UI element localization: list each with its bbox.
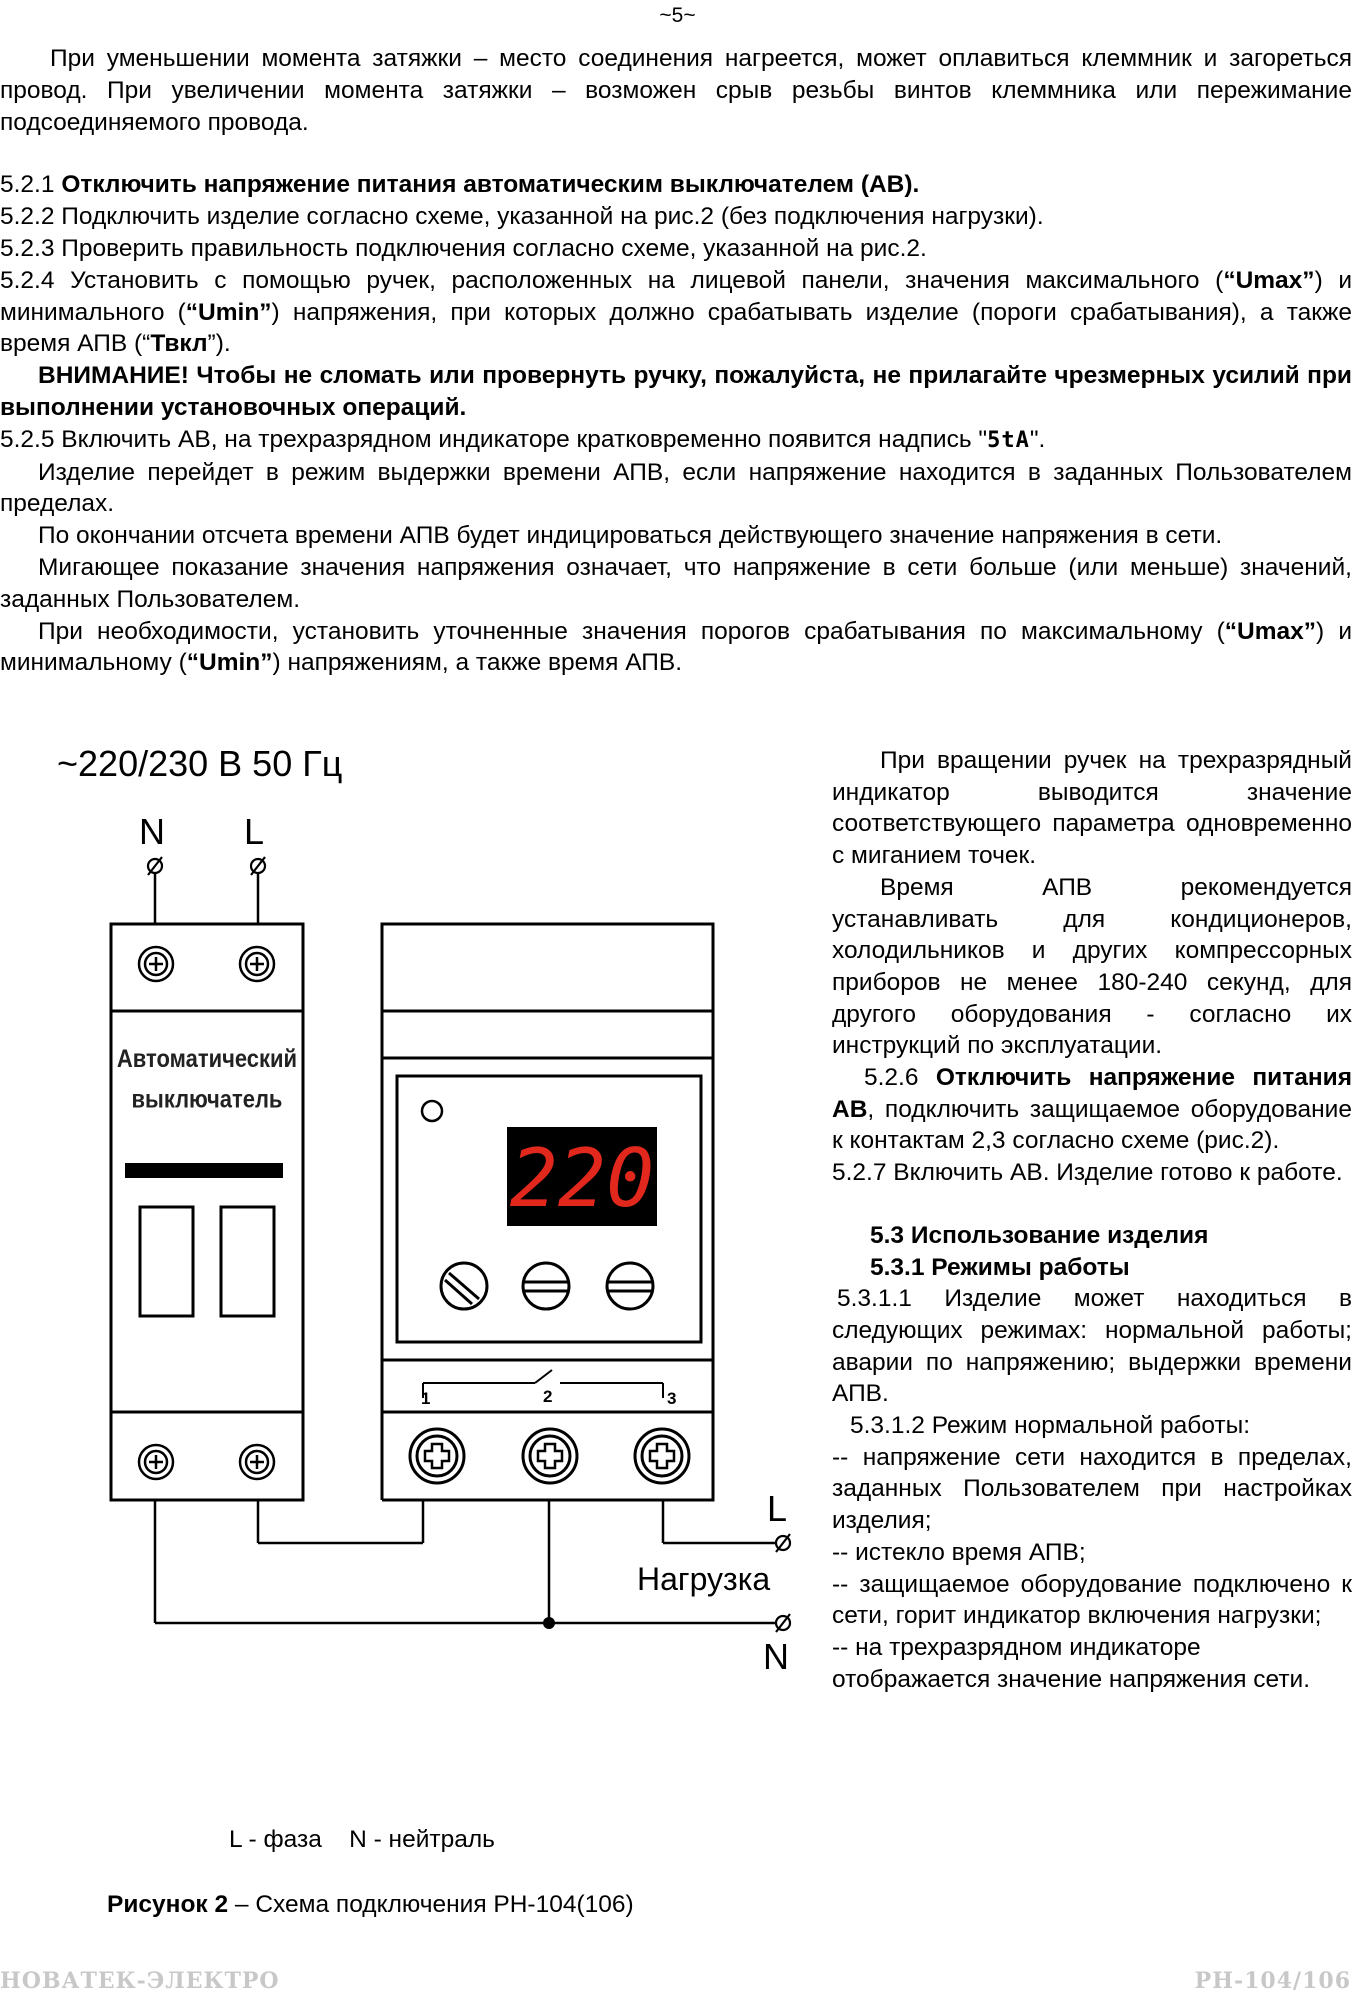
- instructions-text: [0, 43, 1352, 679]
- paragraph-mode: Изделие перейдет в режим выдержки времени АПВ, если напряжение находится в заданных Пользователем пределах.: [0, 458, 1352, 518]
- diagram-legend: L - фаза N - нейтраль: [229, 1826, 495, 1853]
- step-bold-text: Отключить напряжение питания автоматическим выключателем (АВ).: [61, 171, 920, 199]
- list-item: -- защищаемое оборудование подключено к сети, горит индикатор включения нагрузки;: [832, 1570, 1352, 1630]
- breaker-label-1: Автоматический: [116, 1045, 298, 1074]
- text-fragment: ”).: [207, 330, 231, 358]
- step-5-2-4: [0, 265, 1352, 360]
- terminal-symbol-l-top: [251, 857, 265, 875]
- text-fragment: , подключить защищаемое оборудование к контактам 2,3 согласно схеме (рис.2).: [832, 1095, 1352, 1155]
- paragraph-end: По окончании отсчета времени АПВ будет индицироваться действующего значение напряжения в сети.: [38, 522, 1223, 550]
- text-fragment: ) и минимального (: [0, 266, 1352, 326]
- list-item: -- на трехразрядном индикаторе отображается значение напряжения сети.: [832, 1633, 1311, 1693]
- paragraph-blink: Мигающее показание значения напряжения означает, что напряжение в сети больше (или меньше) значений, заданных Пользователем.: [0, 553, 1352, 613]
- step-5-2-6: [832, 1062, 1352, 1157]
- right-column-text: [832, 745, 1352, 1695]
- text-fragment: 5.2.5 Включить АВ, на трехразрядном индикаторе кратковременно появится надпись ": [0, 425, 988, 453]
- footer-company: НОВАТЕК-ЭЛЕКТРО: [0, 1968, 280, 1994]
- wiring-diagram: [0, 730, 820, 1960]
- paragraph-tightening: При уменьшении момента затяжки – место соединения нагреется, может оплавиться клеммник и загореться провод. При увеличении момента затяжки – возможен срыв резьбы винтов клеммника или пережимание подсоединяемого провода.: [0, 45, 1352, 136]
- paragraph-rotation: При вращении ручек на трехразрядный индикатор выводится значение соответствующего параметра одновременно с миганием точек.: [832, 747, 1352, 870]
- adjustment-knobs: [441, 1263, 653, 1309]
- text-fragment: 5.2.4 Установить с помощью ручек, расположенных на лицевой панели, значения максимального (: [0, 266, 1224, 294]
- l-top-label: L: [244, 811, 265, 852]
- umin-label: “Umin”: [186, 649, 273, 677]
- caption-label: Рисунок 2: [107, 1891, 229, 1918]
- paragraph-5-3-1-2: 5.3.1.2 Режим нормальной работы:: [850, 1412, 1251, 1440]
- relay-terminals: [410, 1429, 689, 1483]
- breaker-screws: [139, 947, 274, 1479]
- terminal-2-label: 2: [543, 1387, 553, 1406]
- step-5-2-3: 5.2.3 Проверить правильность подключения согласно схеме, указанной на рис.2.: [0, 234, 927, 262]
- step-bold-text: Отключить напряжение питания АВ: [832, 1064, 1352, 1123]
- footer-model: РН-104/106: [1194, 1968, 1351, 1994]
- umax-label: “Umax”: [1223, 266, 1315, 294]
- paragraph-5-3-1-1: 5.3.1.1 Изделие может находиться в следующих режимах: нормальной работы; аварии по напряжению; выдержки времени АПВ.: [832, 1285, 1352, 1408]
- sta-indicator-text: 5tA: [987, 427, 1030, 453]
- umin-label: “Umin”: [185, 298, 272, 326]
- list-item: -- истекло время АПВ;: [832, 1538, 1086, 1566]
- terminal-3-label: 3: [667, 1389, 677, 1408]
- terminal-symbol-n-out: [776, 1614, 790, 1632]
- section-5-3-1-heading: 5.3.1 Режимы работы: [870, 1253, 1130, 1281]
- text-fragment: При необходимости, установить уточненные значения порогов срабатывания по максимальному (: [38, 617, 1225, 645]
- step-5-2-2: 5.2.2 Подключить изделие согласно схеме, указанной на рис.2 (без подключения нагрузки).: [0, 203, 1044, 231]
- paragraph-apv-time: Время АПВ рекомендуется устанавливать для кондиционеров, холодильников и других компрессорных приборов не менее 180-240 секунд, для другого оборудования - согласно их инструкций по эксплуатации.: [832, 873, 1352, 1060]
- umax-label: “Umax”: [1224, 617, 1317, 645]
- n-out-label: N: [763, 1636, 789, 1677]
- section-5-3-heading: 5.3 Использование изделия: [870, 1221, 1209, 1249]
- terminal-symbol-n-top: [148, 857, 162, 875]
- step-number: 5.2.1: [0, 171, 62, 199]
- junction-dot: [543, 1617, 555, 1629]
- display-value: 220: [509, 1132, 655, 1225]
- figure-caption: [107, 1891, 634, 1919]
- step-5-2-7: 5.2.7 Включить АВ. Изделие готово к работе.: [832, 1159, 1343, 1187]
- n-top-label: N: [139, 811, 165, 852]
- l-out-label: L: [767, 1488, 788, 1529]
- text-fragment: ) напряжения, при которых должно срабатывать изделие (пороги срабатывания), а также время АПВ (“: [0, 298, 1352, 358]
- step-5-2-1: [0, 169, 1352, 201]
- text-fragment: ".: [1029, 425, 1046, 453]
- warning-note: ВНИМАНИЕ! Чтобы не сломать или провернуть ручку, пожалуйста, не прилагайте чрезмерных усилий при выполнении установочных операций.: [0, 362, 1352, 421]
- page-number: ~5~: [659, 4, 696, 27]
- circuit-breaker: [111, 924, 303, 1500]
- supply-label: ~220/230 В 50 Гц: [57, 743, 343, 784]
- list-item: -- напряжение сети находится в пределах, заданных Пользователем при настройках изделия;: [832, 1443, 1352, 1535]
- breaker-lever: [125, 1163, 283, 1178]
- tvkl-label: Твкл: [150, 330, 208, 358]
- caption-text: – Схема подключения РН-104(106): [228, 1891, 634, 1918]
- terminal-1-label: 1: [421, 1389, 431, 1408]
- breaker-label-2: выключатель: [131, 1086, 283, 1114]
- step-5-2-5: [0, 424, 1352, 457]
- step-number: 5.2.6: [864, 1064, 936, 1092]
- load-label: Нагрузка: [637, 1561, 771, 1597]
- terminal-symbol-l-out: [776, 1534, 790, 1552]
- paragraph-adjust: [0, 616, 1352, 680]
- text-fragment: ) напряжениям, а также время АПВ.: [272, 649, 683, 677]
- text-fragment: ) и минимальному (: [0, 617, 1352, 677]
